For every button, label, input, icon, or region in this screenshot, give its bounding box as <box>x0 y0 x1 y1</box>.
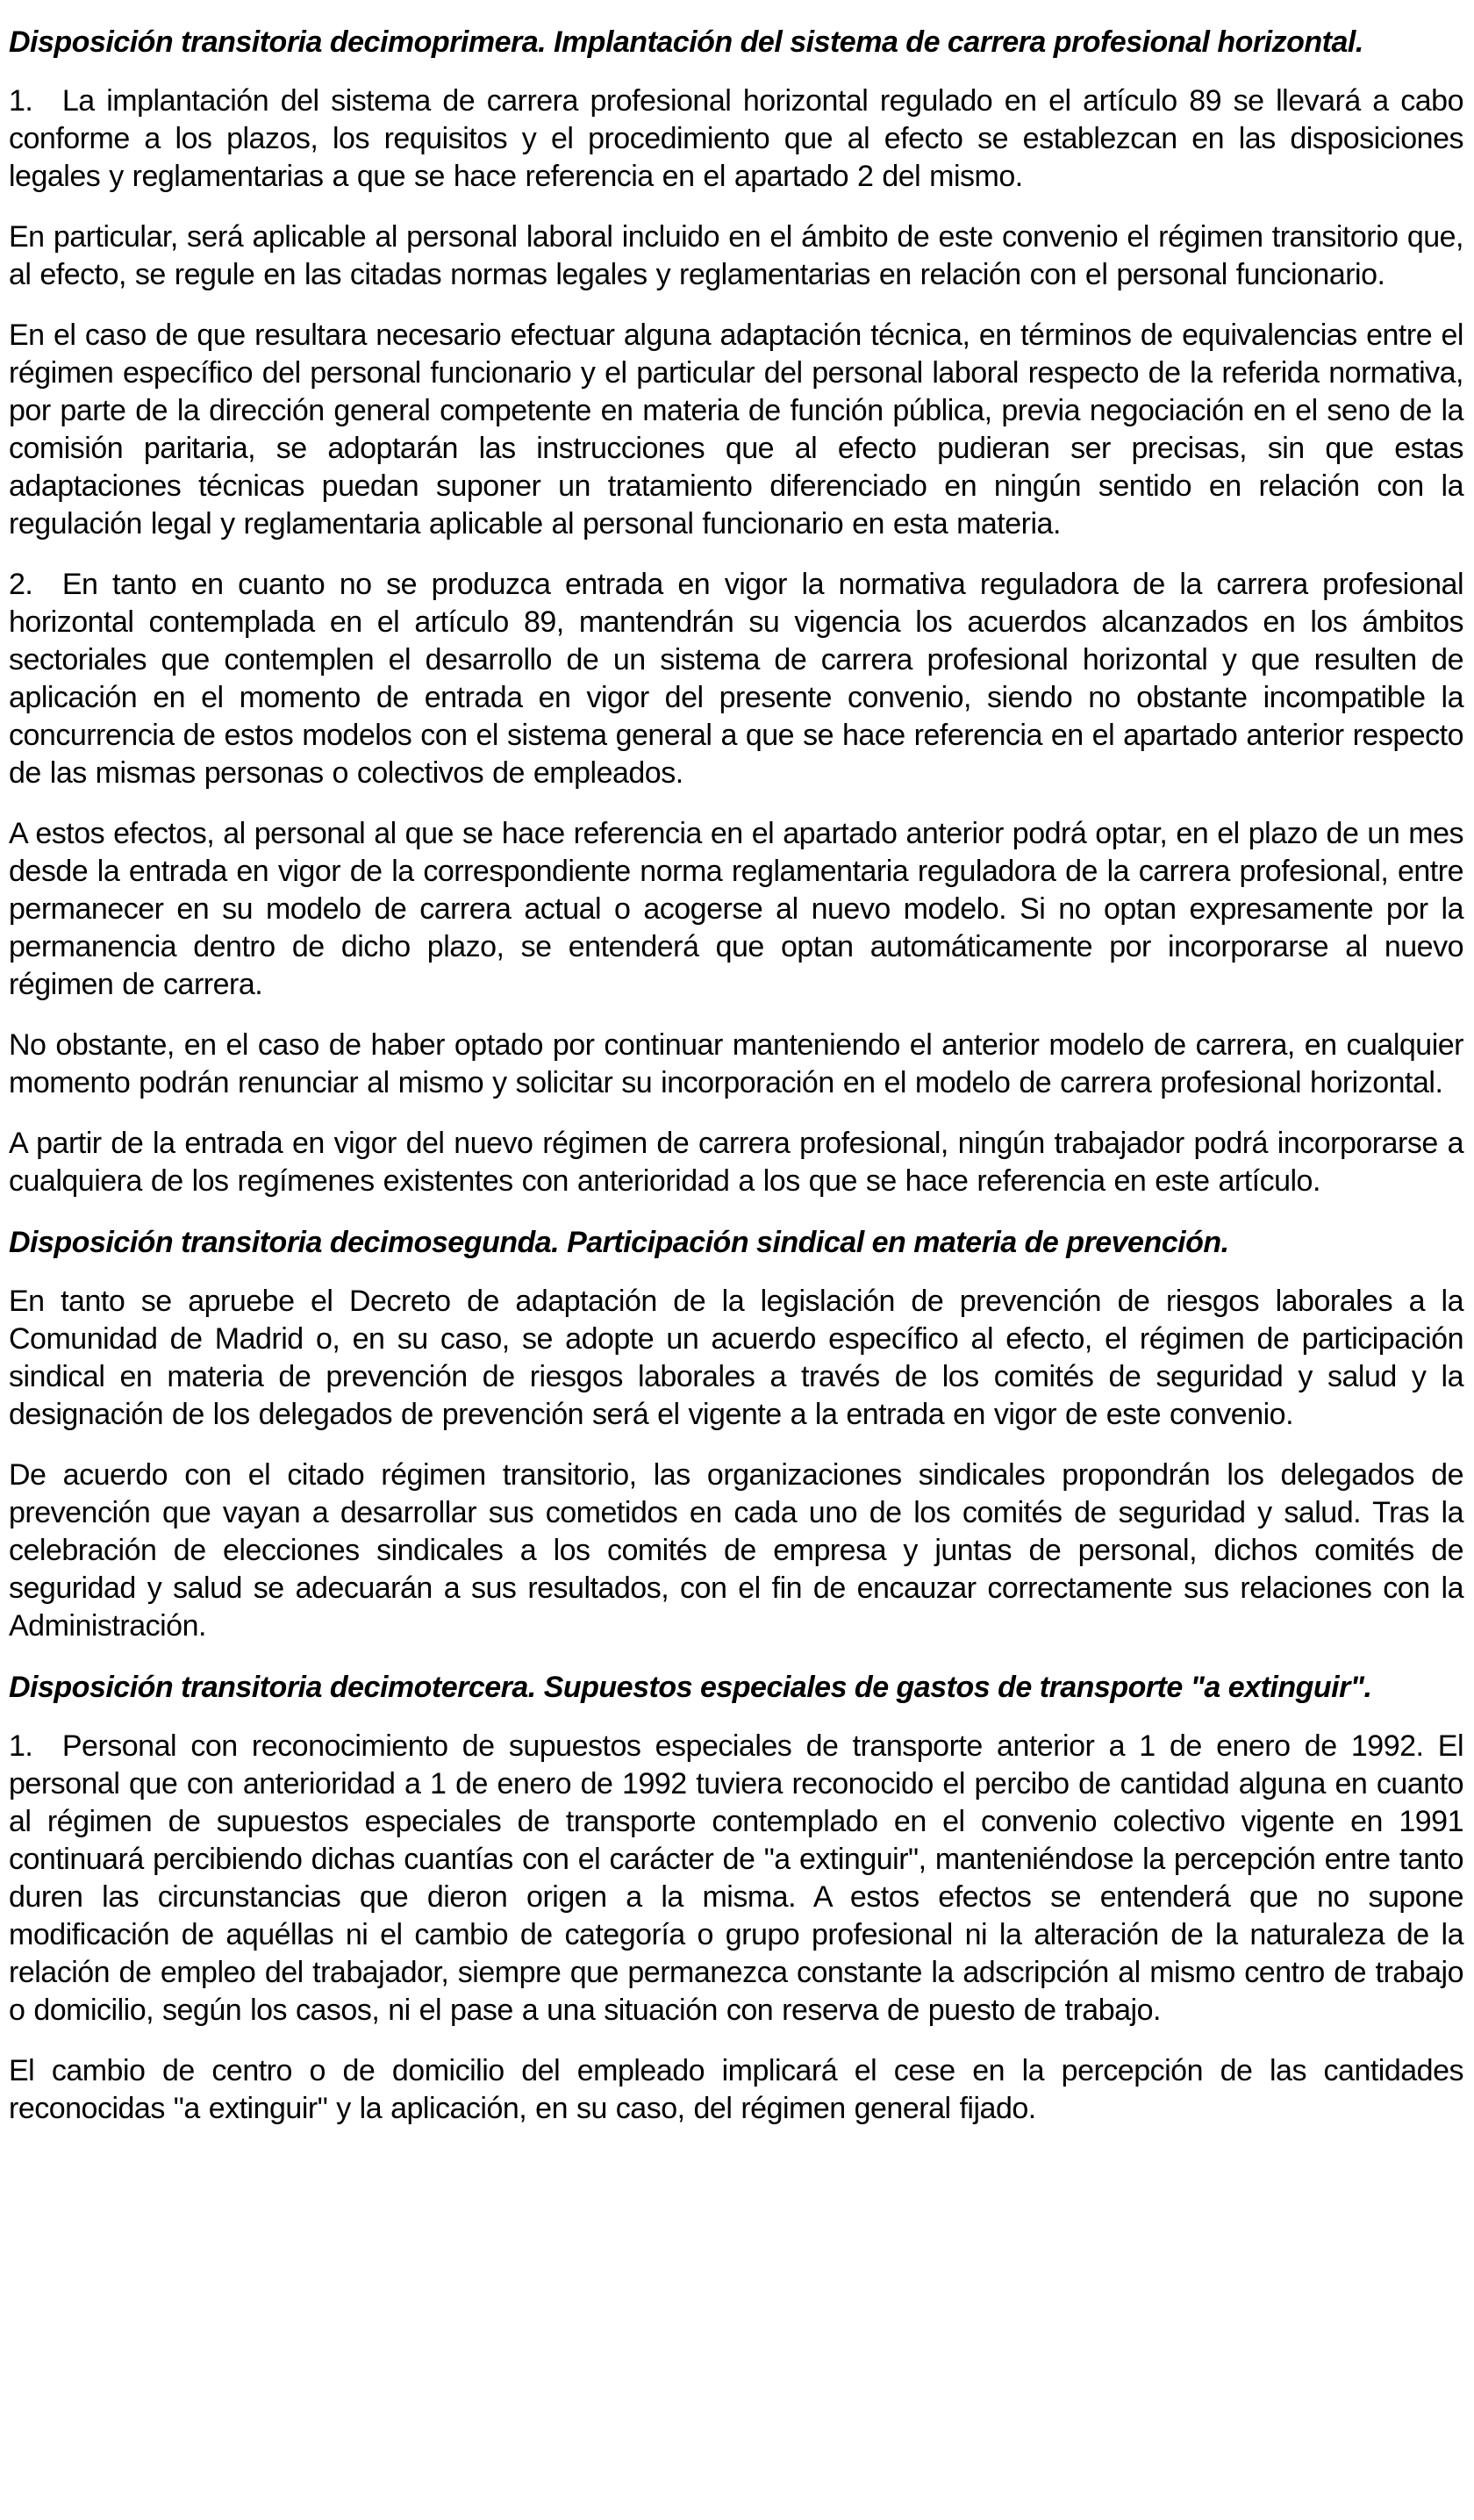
heading-disposicion-transitoria-decimosegunda: Disposición transitoria decimosegunda. Participación sindical en materia de prevención. <box>9 1226 1229 1259</box>
heading-disposicion-transitoria-decimoprimera: Disposición transitoria decimoprimera. Implantación del sistema de carrera profesional horizontal. <box>9 25 1363 59</box>
paragraph-dt11-opcion-plazo: A estos efectos, al personal al que se hace referencia en el apartado anterior podrá optar, en el plazo de un mes desde la entrada en vigor de la correspondiente norma reglamentaria reguladora de la carrera profesional, entre permanecer en su modelo de carrera actual o acogerse al nuevo modelo. Si no optan expresamente por la permanencia dentro de dicho plazo, se entenderá que optan automáticamente por incorporarse al nuevo régimen de carrera. <box>9 817 1463 1001</box>
paragraph-dt11-renuncia: No obstante, en el caso de haber optado por continuar manteniendo el anterior modelo de carrera, en cualquier momento podrán renunciar al mismo y solicitar su incorporación en el modelo de carrera profesional horizontal. <box>9 1028 1463 1099</box>
paragraph-dt11-1: 1. La implantación del sistema de carrera profesional horizontal regulado en el artículo 89 se llevará a cabo conforme a los plazos, los requisitos y el procedimiento que al efecto se establezcan en las disposiciones legales y reglamentarias a que se hace referencia en el apartado 2 del mismo. <box>9 84 1463 193</box>
paragraph-dt12-delegados: De acuerdo con el citado régimen transitorio, las organizaciones sindicales propondrán los delegados de prevención que vayan a desarrollar sus cometidos en cada uno de los comités de seguridad y salud. Tras la celebración de elecciones sindicales a los comités de empresa y juntas de personal, dichos comités de seguridad y salud se adecuarán a sus resultados, con el fin de encauzar correctamente sus relaciones con la Administración. <box>9 1458 1463 1643</box>
document-body <box>9 23 1463 2128</box>
heading-disposicion-transitoria-decimotercera: Disposición transitoria decimotercera. Supuestos especiales de gastos de transporte "a extinguir". <box>9 1671 1372 1704</box>
paragraph-dt12-regimen-vigente: En tanto se apruebe el Decreto de adaptación de la legislación de prevención de riesgos laborales a la Comunidad de Madrid o, en su caso, se adopte un acuerdo específico al efecto, el régimen de participación sindical en materia de prevención de riesgos laborales a través de los comités de seguridad y salud y la designación de los delegados de prevención será el vigente a la entrada en vigor de este convenio. <box>9 1285 1463 1431</box>
paragraph-dt13-cambio-centro: El cambio de centro o de domicilio del empleado implicará el cese en la percepción de las cantidades reconocidas "a extinguir" y la aplicación, en su caso, del régimen general fijado. <box>9 2054 1463 2125</box>
paragraph-dt11-cierre: A partir de la entrada en vigor del nuevo régimen de carrera profesional, ningún trabajador podrá incorporarse a cualquiera de los regímenes existentes con anterioridad a los que se hace referencia en este artículo. <box>9 1127 1463 1198</box>
paragraph-dt11-2: 2. En tanto en cuanto no se produzca entrada en vigor la normativa reguladora de la carrera profesional horizontal contemplada en el artículo 89, mantendrán su vigencia los acuerdos alcanzados en los ámbitos sectoriales que contemplen el desarrollo de un sistema de carrera profesional horizontal y que resulten de aplicación en el momento de entrada en vigor del presente convenio, siendo no obstante incompatible la concurrencia de estos modelos con el sistema general a que se hace referencia en el apartado anterior respecto de las mismas personas o colectivos de empleados. <box>9 568 1463 790</box>
paragraph-dt13-1: 1. Personal con reconocimiento de supuestos especiales de transporte anterior a 1 de enero de 1992. El personal que con anterioridad a 1 de enero de 1992 tuviera reconocido el percibo de cantidad alguna en cuanto al régimen de supuestos especiales de transporte contemplado en el convenio colectivo vigente en 1991 continuará percibiendo dichas cuantías con el carácter de "a extinguir", manteniéndose la percepción entre tanto duren las circunstancias que dieron origen a la misma. A estos efectos se entenderá que no supone modificación de aquéllas ni el cambio de categoría o grupo profesional ni la alteración de la naturaleza de la relación de empleo del trabajador, siempre que permanezca constante la adscripción al mismo centro de trabajo o domicilio, según los casos, ni el pase a una situación con reserva de puesto de trabajo. <box>9 1729 1463 2027</box>
paragraph-dt11-adaptacion-tecnica: En el caso de que resultara necesario efectuar alguna adaptación técnica, en términos de equivalencias entre el régimen específico del personal funcionario y el particular del personal laboral respecto de la referida normativa, por parte de la dirección general competente en materia de función pública, previa negociación en el seno de la comisión paritaria, se adoptarán las instrucciones que al efecto pudieran ser precisas, sin que estas adaptaciones técnicas puedan suponer un tratamiento diferenciado en ningún sentido en relación con la regulación legal y reglamentaria aplicable al personal funcionario en esta materia. <box>9 319 1463 541</box>
paragraph-dt11-regimen-transitorio: En particular, será aplicable al personal laboral incluido en el ámbito de este convenio el régimen transitorio que, al efecto, se regule en las citadas normas legales y reglamentarias en relación con el personal funcionario. <box>9 220 1463 291</box>
